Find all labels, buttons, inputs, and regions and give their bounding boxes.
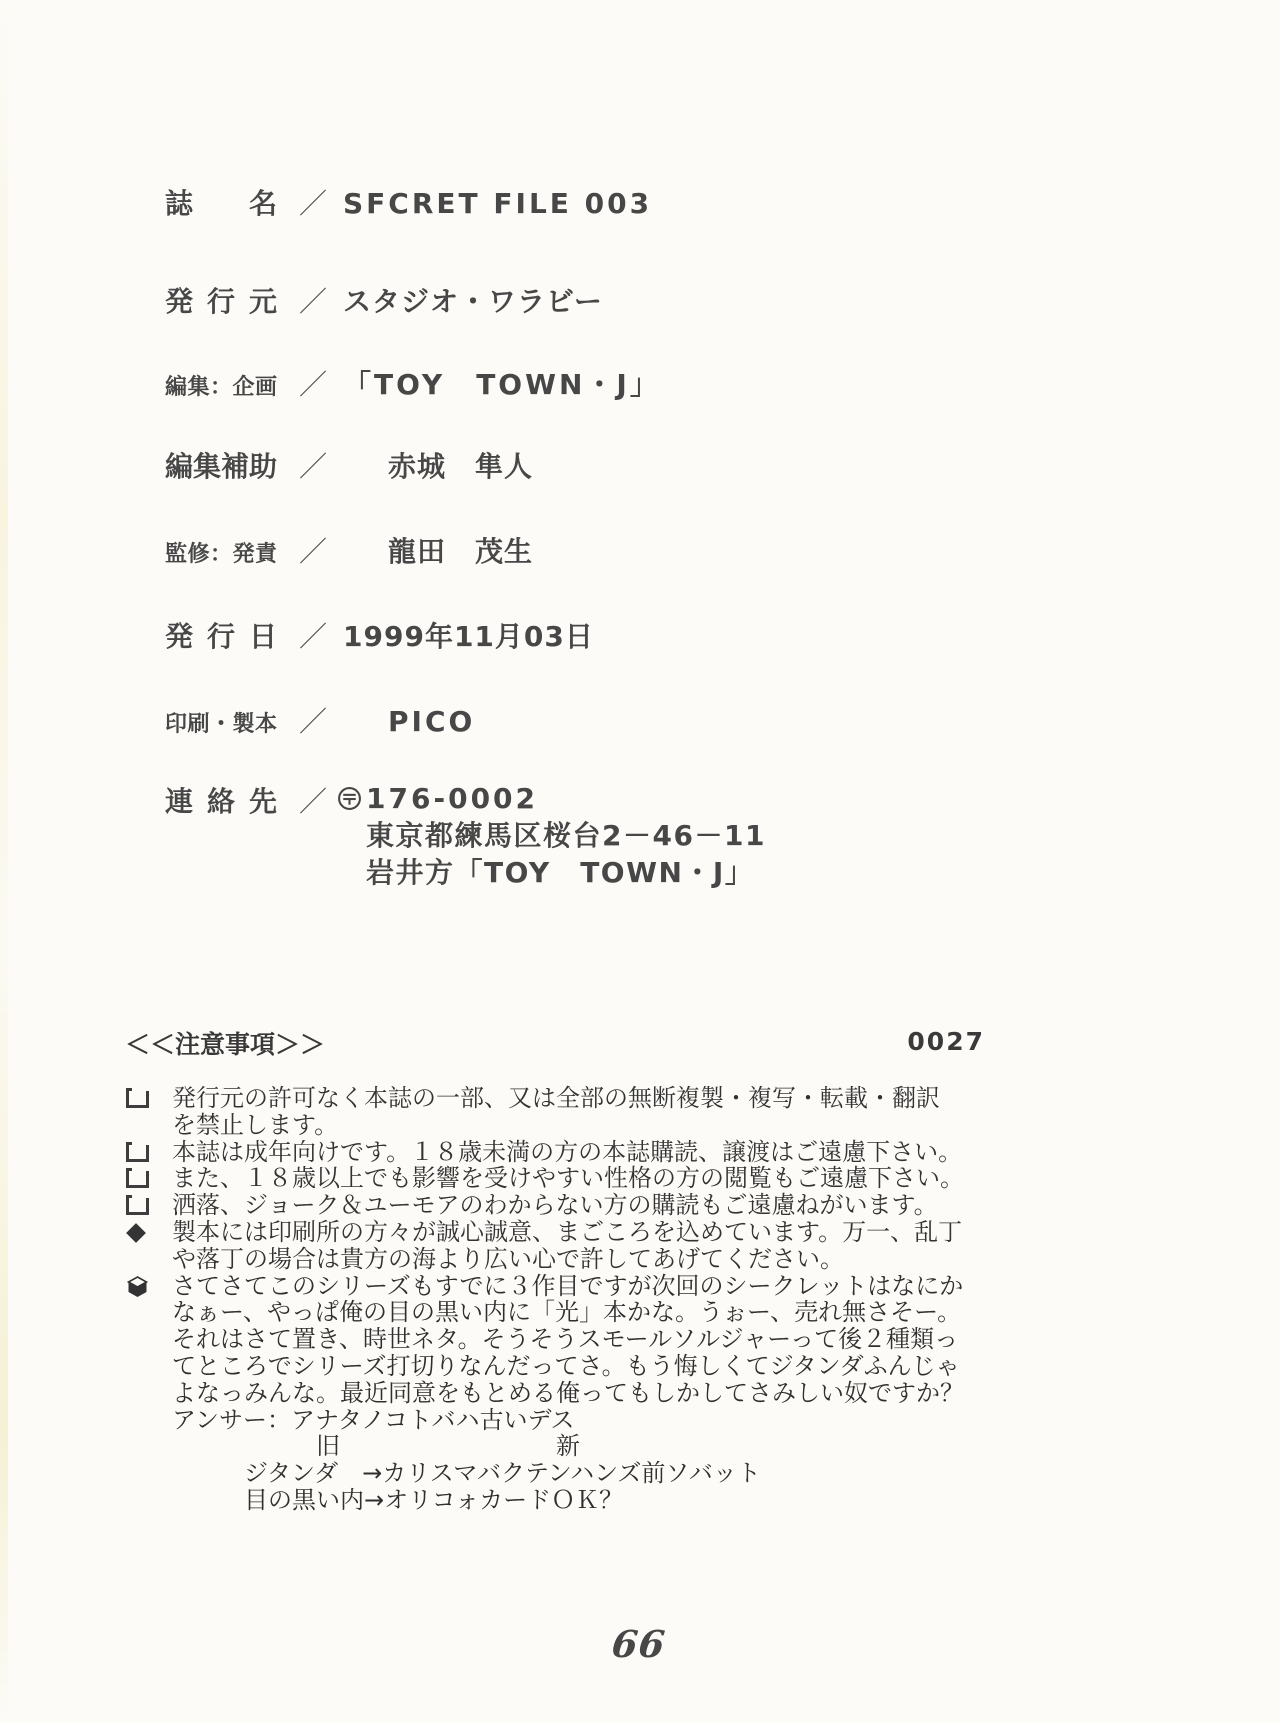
note-line: それはさて置き、時世ネタ。そうそうスモールソルジャーって後２種類っ [172, 1325, 959, 1354]
row-value: 赤城 隼人 [388, 450, 534, 483]
note-line: 旧 新 [172, 1432, 580, 1461]
note-line: 目の黒い内→オリコォカードＯＫ？ [172, 1485, 624, 1514]
colophon-row-title [165, 182, 652, 222]
note-item [172, 1085, 962, 1139]
note-item [172, 1165, 962, 1192]
open-box-bullet-icon [126, 1171, 149, 1188]
row-label: 発行元 [165, 285, 277, 318]
row-label: 誌名 [165, 187, 277, 220]
notes-header [125, 1025, 987, 1059]
note-item [172, 1139, 962, 1166]
row-value: SFCRET FILE 003 [343, 187, 653, 220]
row-value: スタジオ・ワラビー [343, 285, 603, 318]
note-line: 製本には印刷所の方々が誠心誠意、まごころを込めています。万一、乱丁 [172, 1217, 963, 1246]
colophon-row-printing [165, 700, 475, 740]
note-line: 本誌は成年向けです。１８歳未満の方の本誌購読、譲渡はご遠慮下さい。 [172, 1137, 963, 1166]
note-item [172, 1192, 962, 1219]
notes-title: ＜＜注意事項＞＞ [125, 1030, 326, 1059]
row-value: 1999年11月03日 [343, 620, 594, 653]
slash-separator: ／ [299, 705, 328, 738]
colophon-row-supervision [165, 530, 533, 570]
row-label: 監修：発責 [165, 542, 277, 567]
note-item [172, 1219, 962, 1273]
page-number: 66 [609, 1622, 668, 1666]
slash-separator: ／ [299, 785, 328, 818]
slash-separator: ／ [299, 187, 328, 220]
note-item [172, 1273, 962, 1514]
row-label: 印刷・製本 [165, 712, 277, 737]
note-line: 発行元の許可なく本誌の一部、又は全部の無断複製・複写・転載・翻訳 [172, 1084, 940, 1112]
note-line: アンサー：アナタノコトバハ古いデス [172, 1405, 575, 1434]
contact-address-line-1: 東京都練馬区桜台2－46－11 [366, 819, 766, 852]
note-line: や落丁の場合は貴方の海より広い心で許してあげてください。 [172, 1244, 844, 1273]
open-box-bullet-icon [126, 1198, 149, 1215]
colophon-row-editing-assist [165, 445, 533, 485]
row-value: 「TOY TOWN・J」 [343, 368, 661, 401]
row-label: 連絡先 [165, 785, 277, 818]
open-box-bullet-icon [126, 1145, 149, 1162]
note-line: てところでシリーズ打切りなんだってさ。もう悔しくてジタンダふんじゃ [172, 1351, 960, 1380]
row-label: 編集：企画 [165, 375, 277, 400]
colophon-row-contact [165, 780, 766, 891]
diamond-bullet-icon [126, 1223, 146, 1243]
slash-separator: ／ [299, 620, 328, 653]
slash-separator: ／ [299, 535, 328, 568]
row-label: 編集補助 [165, 450, 278, 483]
row-value: PICO [388, 705, 476, 738]
notes-code: 0027 [907, 1027, 985, 1056]
colophon-row-publisher [165, 280, 603, 320]
slash-separator: ／ [299, 285, 328, 318]
note-line: なぁー、やっぱ俺の目の黒い内に「光」本かな。うぉー、売れ無さそー。 [172, 1298, 962, 1327]
cube-bullet-icon [125, 1275, 150, 1299]
note-line: よなっみんな。最近同意をもとめる俺ってもしかしてさみしい奴ですか？ [172, 1378, 964, 1407]
row-value: 龍田 茂生 [388, 535, 534, 568]
note-line: ジタンダ →カリスマバクテンハンズ前ソバット [172, 1459, 761, 1488]
notes-list [172, 1085, 962, 1514]
note-line: さてさてこのシリーズもすでに３作目ですが次回のシークレットはなにか [172, 1271, 964, 1300]
note-line: を禁止します。 [172, 1110, 339, 1139]
postal-code: 176-0002 [366, 782, 539, 815]
open-box-bullet-icon [126, 1091, 149, 1108]
colophon-row-publish-date [165, 615, 594, 655]
note-line: 洒落、ジョーク＆ユーモアのわからない方の購読もご遠慮ねがいます。 [172, 1191, 938, 1220]
colophon-row-editing [165, 363, 661, 403]
slash-separator: ／ [299, 450, 328, 483]
slash-separator: ／ [299, 368, 328, 401]
postal-mark-icon [337, 786, 362, 811]
contact-address-line-2: 岩井方「TOY TOWN・J」 [366, 856, 755, 889]
row-label: 発行日 [165, 620, 277, 653]
contact-postal-line [337, 780, 766, 817]
contact-address-block [337, 780, 766, 891]
note-line: また、１８歳以上でも影響を受けやすい性格の方の閲覧もご遠慮下さい。 [172, 1164, 964, 1193]
